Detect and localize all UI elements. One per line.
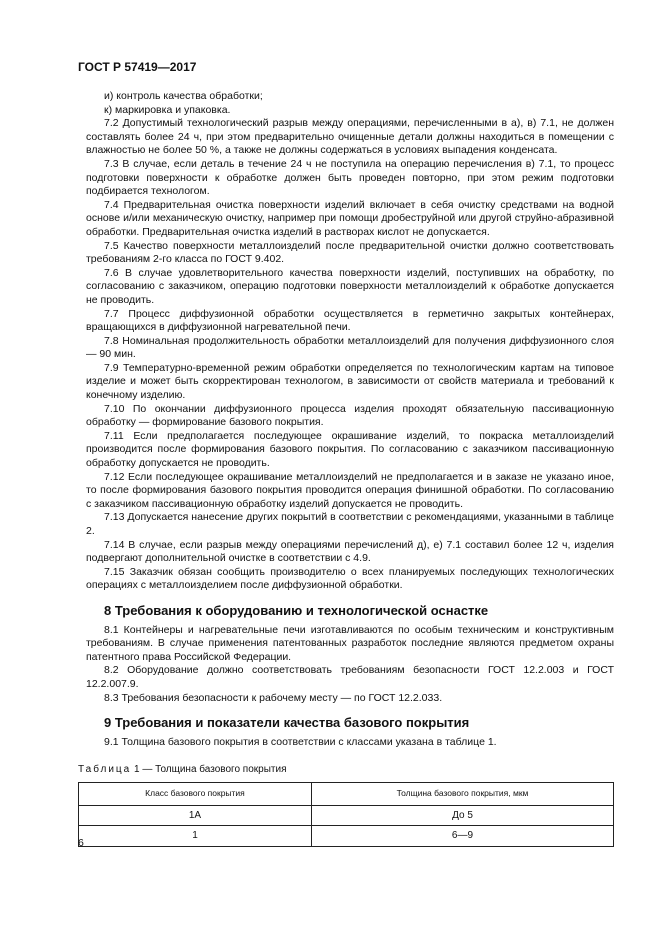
table-caption (78, 763, 614, 777)
section-8-heading: 8 Требования к оборудованию и технологической оснастке (104, 602, 489, 618)
page-body (78, 90, 614, 847)
page-number: 6 (78, 837, 84, 849)
table-cell: 1 (79, 826, 312, 847)
table-caption-label: Таблица (78, 764, 132, 776)
section-9-heading: 9 Требования и показатели качества базового покрытия (104, 715, 470, 731)
table-row (79, 805, 614, 826)
column-header-thickness: Толщина базового покрытия, мкм (311, 782, 613, 805)
paragraph: 7.9 Температурно-временной режим обработки определяется по технологическим картам на типовое изделие и может быть скорректирован технологом, в зависимости от свойств материала и требований к конечному изделию. (86, 361, 614, 402)
paragraph: 7.4 Предварительная очистка поверхности изделий включает в себя очистку средствами на водной основе и/или механическую очистку, например при помощи дробеструйной или другой струйно-абразивной обработки. Предварительная очистка изделий в растворах кислот не допускается. (86, 198, 614, 238)
paragraph: 7.6 В случае удовлетворительного качества поверхности изделий, поступивших на обработку, по согласованию с заказчиком, операцию подготовки поверхности металлоизделий к обработке допускается не проводить. (86, 266, 614, 306)
paragraph: 7.5 Качество поверхности металлоизделий после предварительной очистки должно соответствовать требованиям 2-го класса по ГОСТ 9.402. (86, 239, 614, 266)
paragraph: 7.7 Процесс диффузионной обработки осуществляется в герметично закрытых контейнерах, вращающихся в диффузионной нагревательной печи. (86, 307, 614, 334)
table-header-row (79, 782, 614, 805)
table-row (79, 826, 614, 847)
coating-thickness-table (78, 782, 614, 847)
column-header-class: Класс базового покрытия (79, 782, 312, 805)
table-cell: До 5 (311, 805, 613, 826)
paragraph: 8.2 Оборудование должно соответствовать требованиям безопасности ГОСТ 12.2.003 и ГОСТ 12.2.007.9. (86, 664, 614, 690)
paragraph: 9.1 Толщина базового покрытия в соответствии с классами указана в таблице 1. (104, 735, 497, 748)
paragraph: 7.14 В случае, если разрыв между операциями перечислений д), е) 7.1 составил более 12 ч, изделия подвергают дополнительной очистке в соответствии с 4.9. (86, 538, 614, 565)
paragraph: 8.1 Контейнеры и нагревательные печи изготавливаются по особым техническим и конструктивным требованиям. В случае применения патентованных разработок последние являются предметом охраны патентного права Российской Федерации. (86, 623, 614, 663)
table-cell: 6—9 (311, 826, 613, 847)
paragraph: 7.11 Если предполагается последующее окрашивание изделий, то покраска металлоизделий производится после формирования базового покрытия. По согласованию с заказчиком пассивационную обработку допускается не проводить. (86, 429, 614, 470)
table-caption-title: 1 — Толщина базового покрытия (131, 764, 287, 776)
paragraph: 7.13 Допускается нанесение других покрытий в соответствии с рекомендациями, указанными в таблице 2. (86, 511, 614, 537)
paragraph: 7.3 В случае, если деталь в течение 24 ч не поступила на операцию перечисления в) 7.1, то процесс подготовки поверхности к обработке должен быть проведен повторно, при этом режим подготовки подбирается технологом. (86, 157, 614, 198)
table-cell: 1А (79, 805, 312, 826)
paragraph: 7.12 Если последующее окрашивание металлоизделий не предполагается и в заказе не указано иное, то после формирования базового покрытия проводится операция финишной обработки. По согласованию с заказчиком пассивационную обработку изделий допускается не проводить. (86, 470, 614, 510)
paragraph: 7.15 Заказчик обязан сообщить производителю о всех планируемых последующих технологических операциях с металлоизделием после диффузионной обработки. (86, 565, 614, 592)
paragraph: 7.2 Допустимый технологический разрыв между операциями, перечисленными в а), в) 7.1, не должен составлять более 24 ч, при этом предварительно очищенные детали должны находиться в помещении с влажностью не более 50 %, а также не должны содержаться в условиях выпадения конденсата. (86, 117, 614, 157)
document-header: ГОСТ Р 57419—2017 (78, 60, 197, 74)
paragraph: 7.10 По окончании диффузионного процесса изделия проходят обязательную пассивационную обработку — формирование базового покрытия. (86, 402, 614, 429)
paragraph: 7.8 Номинальная продолжительность обработки металлоизделий для получения диффузионного слоя — 90 мин. (86, 334, 614, 361)
list-item: к) маркировка и упаковка. (104, 103, 231, 116)
paragraph: 8.3 Требования безопасности к рабочему месту — по ГОСТ 12.2.033. (104, 691, 443, 704)
list-item: и) контроль качества обработки; (104, 90, 263, 102)
